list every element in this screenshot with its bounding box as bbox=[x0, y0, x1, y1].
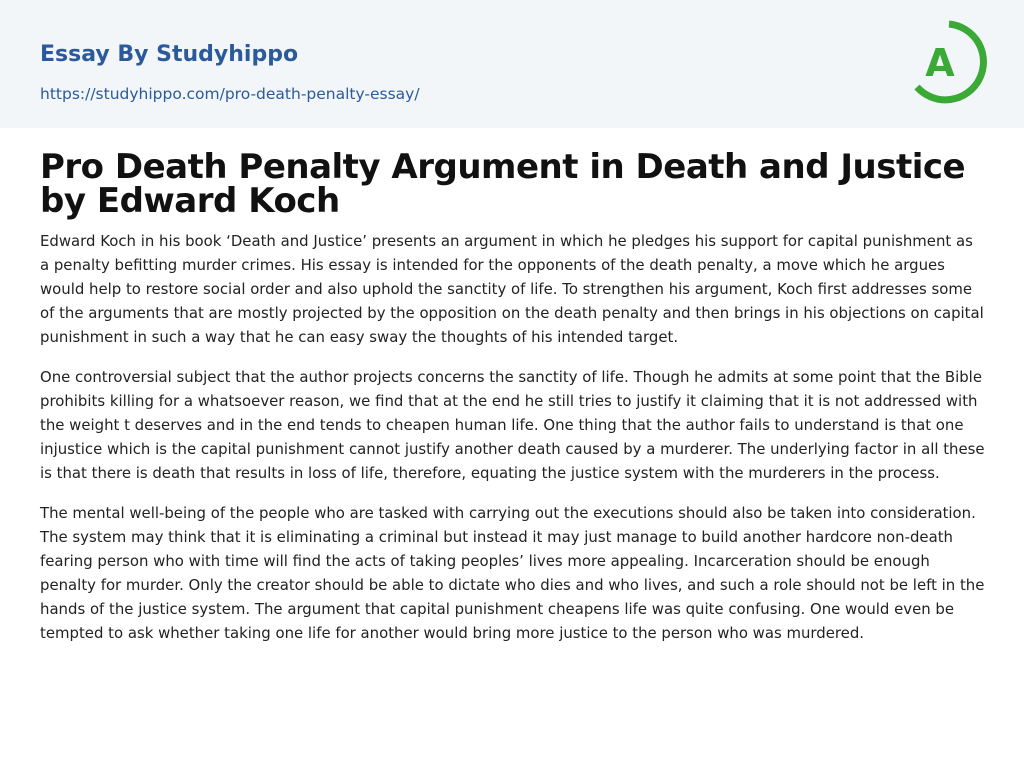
article-body bbox=[40, 229, 986, 661]
article-paragraph-3: The mental well-being of the people who are tasked with carrying out the executions should also be taken into consideration. The system may think that it is eliminating a criminal but instead it may just manage to build another hardcore non-death fearing person who with time will find the acts of taking peoples’ lives more appealing. Incarceration should be enough penalty for murder. Only the creator should be able to dictate who dies and who lives, and such a role should not be left in the hands of the justice system. The argument that capital punishment cheapens life was quite confusing. One would even be tempted to ask whether taking one life for another would bring more justice to the person who was murdered. bbox=[40, 504, 985, 642]
brand-title[interactable]: Essay By Studyhippo bbox=[40, 42, 299, 67]
studyhippo-logo-icon[interactable] bbox=[910, 18, 988, 106]
site-header bbox=[0, 0, 1024, 128]
article-title: Pro Death Penalty Argument in Death and Justice by Edward Koch bbox=[40, 147, 966, 221]
logo-letter: A bbox=[925, 41, 955, 85]
page-url-link[interactable]: https://studyhippo.com/pro-death-penalty-essay/ bbox=[40, 85, 420, 103]
article-paragraph-1: Edward Koch in his book ‘Death and Justice’ presents an argument in which he pledges his support for capital punishment as a penalty befitting murder crimes. His essay is intended for the opponents of the death penalty, a move which he argues would help to restore social order and also uphold the sanctity of life. To strengthen his argument, Koch first addresses some of the arguments that are mostly projected by the opposition on the death penalty and then brings in his objections on capital punishment in such a way that he can easy sway the thoughts of his intended target. bbox=[40, 232, 984, 346]
article-paragraph-2: One controversial subject that the author projects concerns the sanctity of life. Though he admits at some point that the Bible prohibits killing for a whatsoever reason, we find that at the end he still tries to justify it claiming that it is not addressed with the weight t deserves and in the end tends to cheapen human life. One thing that the author fails to understand is that one injustice which is the capital punishment cannot justify another death caused by a murderer. The underlying factor in all these is that there is death that results in loss of life, therefore, equating the justice system with the murderers in the process. bbox=[40, 368, 985, 482]
